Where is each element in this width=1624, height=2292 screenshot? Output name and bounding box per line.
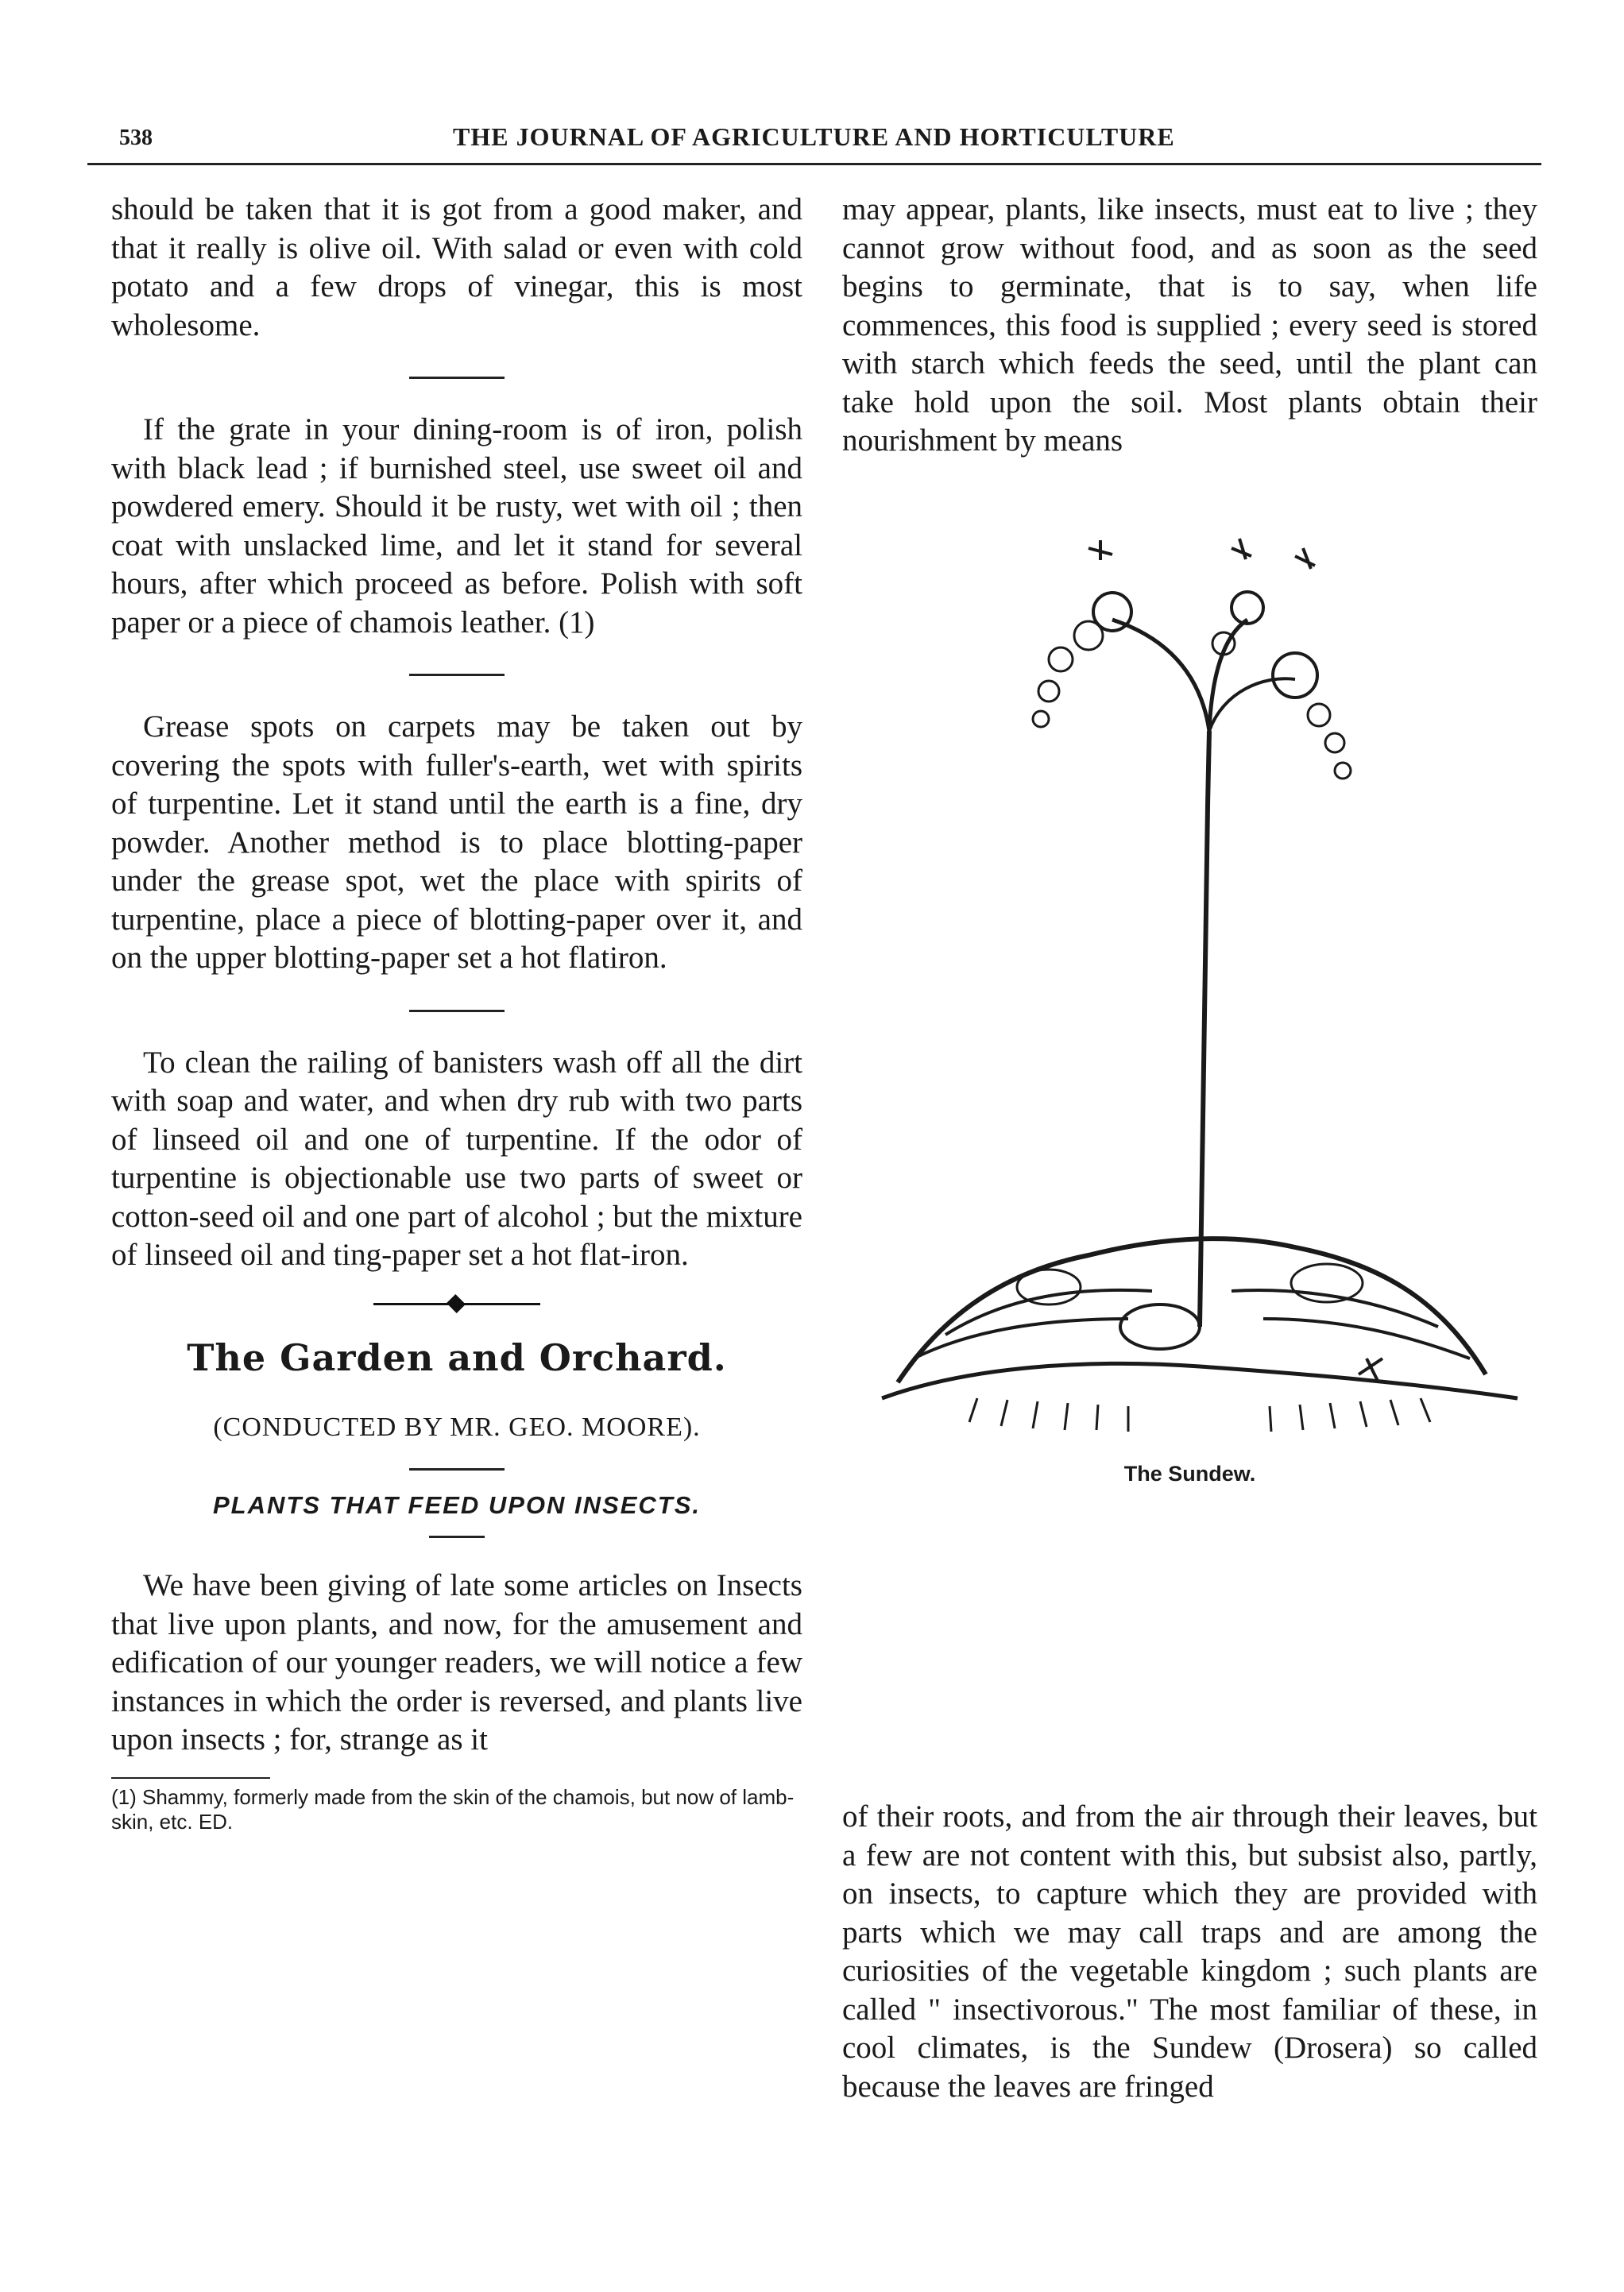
separator-rule: [409, 377, 505, 379]
paragraph-grease-spots: Grease spots on carpets may be taken out by covering the spots with fuller's-earth, wet with spirits of turpentine. Let it stand until the earth is a fine, dry powder. Another method is to place blotting-paper under the grease spot, wet the place with spirits of turpentine, place a piece of blotting-paper over it, and on the upper blotting-paper set a hot flatiron.: [111, 709, 802, 975]
paragraph-plants-eat: may appear, plants, like insects, must eat to live ; they cannot grow without food, and as soon as the seed begins to germinate, that is to say, when life commences, this food is supplied ; every seed is stored with starch which feeds the seed, until the plant can take hold upon the soil. Most plants obtain their nourishment by means: [842, 192, 1537, 458]
page-header: [119, 119, 1541, 159]
left-column: [111, 191, 802, 1834]
separator-rule: [409, 1468, 505, 1471]
byline: (CONDUCTED BY MR. GEO. MOORE).: [213, 1413, 701, 1442]
header-rule: [87, 163, 1541, 165]
paragraph-olive-oil: should be taken that it is got from a good maker, and that it really is olive oil. With salad or even with cold potato and a few drops of vinegar, this is most wholesome.: [111, 192, 802, 342]
running-title: THE JOURNAL OF AGRICULTURE AND HORTICULTURE: [453, 122, 1175, 151]
illustration-caption: The Sundew.: [1123, 1462, 1256, 1486]
right-column-bottom: [842, 1798, 1537, 2106]
paragraph-insectivorous: of their roots, and from the air through their leaves, but a few are not content with this, but subsist also, partly, on insects, to capture which they are provided with parts which we may call traps and are among the curiosities of the vegetable kingdom ; such plants are called " insectivorous." The most familiar of these, in cool climates, is the Sundew (Drosera) so called because the leaves are fringed: [842, 1799, 1537, 2104]
page-number: 538: [119, 126, 153, 150]
right-column-top: [842, 191, 1537, 461]
sundew-plant-icon: [882, 539, 1518, 1432]
paragraph-banisters: To clean the railing of banisters wash off all the dirt with soap and water, and when dry rub with two parts of linseed oil and one of turpentine. If the odor of turpentine is objectionable use two parts of sweet or cotton-seed oil and one part of alcohol ; but the mixture of linseed oil and ting-paper set a hot flat-iron.: [111, 1045, 802, 1272]
paragraph-intro: We have been giving of late some articles on Insects that live upon plants, and now, for the amusement and edification of our younger readers, we will notice a few instances in which the order is reversed, and plants live upon insects ; for, strange as it: [111, 1568, 802, 1757]
separator-rule: [409, 1010, 505, 1012]
separator-dash: [429, 1536, 485, 1538]
footnote: (1) Shammy, formerly made from the skin of the chamois, but now of lamb-skin, etc. ED.: [111, 1784, 795, 1834]
sundew-illustration: [850, 532, 1533, 1446]
separator-rule: [409, 674, 505, 676]
ornament-rule: [373, 1296, 540, 1312]
footnote-rule: [111, 1777, 270, 1779]
section-title: The Garden and Orchard.: [187, 1335, 727, 1379]
paragraph-grate: If the grate in your dining-room is of iron, polish with black lead ; if burnished steel, use sweet oil and powdered emery. Should it be rusty, wet with oil ; then coat with unslacked lime, and let it stand for several hours, after which proceed as before. Polish with soft paper or a piece of chamois leather. (1): [111, 412, 802, 640]
article-title: PLANTS THAT FEED UPON INSECTS.: [212, 1490, 701, 1519]
